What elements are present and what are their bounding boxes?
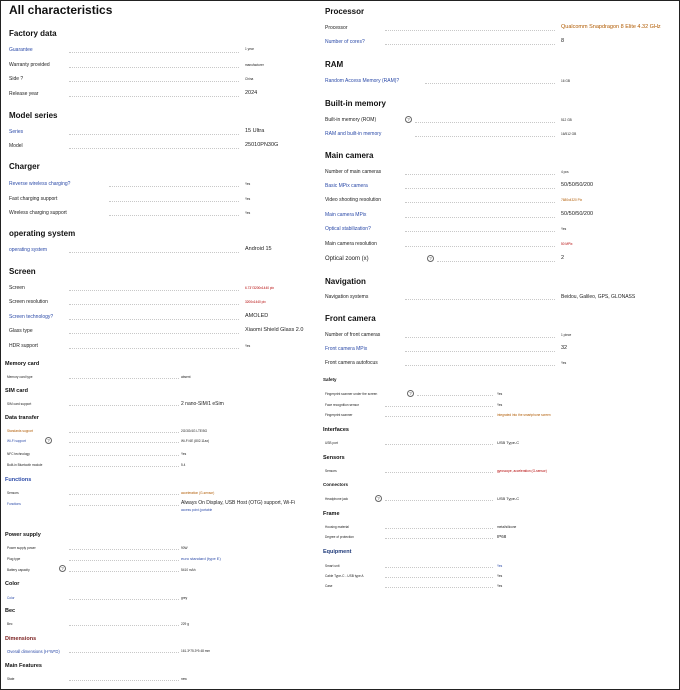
spec-value-optical-stabilization: Yes xyxy=(561,227,567,231)
spec-label-rom: Built-in memory (ROM) xyxy=(325,117,377,123)
spec-label-screen-resolution: Screen resolution xyxy=(9,299,48,305)
spec-label-degree-of-protection: Degree of protection xyxy=(325,535,354,539)
section-heading-dimensions: Dimensions xyxy=(5,636,37,642)
spec-label-fingerprint-under-screen: Fingerprint scanner under the screen xyxy=(325,392,378,396)
spec-value-battery-capacity: 5410 mAh xyxy=(181,568,196,572)
spec-value-wifi-support: Wi-Fi 6E (802.11ax) xyxy=(181,439,210,443)
spec-value-number-of-main-cameras: 4 pcs xyxy=(561,170,569,174)
spec-label-headphone-jack: Headphone jack xyxy=(325,497,349,501)
spec-label-glass-type: Glass type xyxy=(9,328,33,334)
spec-label-state: State xyxy=(7,677,15,681)
spec-label-screen: Screen xyxy=(9,285,25,291)
spec-value-guarantee: 1 year xyxy=(245,47,254,51)
spec-label-model: Model xyxy=(9,143,23,149)
section-heading-color: Color xyxy=(5,581,20,587)
spec-value-rom: 512 GB xyxy=(561,118,572,122)
spec-label-reverse-wireless-charging[interactable]: Reverse wireless charging? xyxy=(9,181,71,187)
spec-label-standards-support[interactable]: Standards support xyxy=(7,429,34,433)
spec-value-smart-unit: Yes xyxy=(497,564,503,568)
spec-value-fast-charging-support: Yes xyxy=(245,197,251,201)
spec-value-ram: 16 GB xyxy=(561,79,571,83)
spec-label-main-camera-mpix[interactable]: Main camera MPix xyxy=(325,212,367,218)
spec-label-sensors-right: Sensors xyxy=(325,469,337,473)
help-icon[interactable]: ? xyxy=(59,565,66,572)
spec-label-bluetooth: Built-in Bluetooth module xyxy=(7,463,43,467)
section-heading-charger: Charger xyxy=(9,162,40,171)
spec-value-reverse-wireless-charging: Yes xyxy=(245,182,251,186)
spec-value-screen: 6.73"/3200x1440 pix xyxy=(245,286,274,290)
spec-value-functions-more: access point (portable xyxy=(181,508,213,512)
spec-value-degree-of-protection: IP68 xyxy=(497,534,507,539)
spec-label-number-of-cores[interactable]: Number of cores? xyxy=(325,39,365,45)
spec-value-cable: Yes xyxy=(497,574,503,578)
spec-label-overall-dimensions[interactable]: Overall dimensions (H*W*D) xyxy=(7,649,60,654)
spec-label-wifi-support[interactable]: Wi-Fi support xyxy=(7,439,26,443)
spec-value-usb-port: USB Type-C xyxy=(497,440,520,445)
spec-label-optical-zoom: Optical zoom (x) xyxy=(325,256,369,262)
page-title: All characteristics xyxy=(9,3,113,17)
spec-label-main-camera-resolution: Main camera resolution xyxy=(325,241,377,247)
spec-value-processor: Qualcomm Snapdragon 8 Elite 4.32 GHz xyxy=(561,24,661,30)
section-heading-safety: Safety xyxy=(323,377,337,382)
spec-value-ram-and-rom: 16/512 GB xyxy=(561,132,577,136)
section-heading-data-transfer: Data transfer xyxy=(5,415,39,421)
spec-label-hdr-support: HDR support xyxy=(9,343,38,349)
spec-value-number-of-cores: 8 xyxy=(561,38,565,44)
spec-value-sensors-right: gyroscope, acceleration (G-sensor) xyxy=(497,469,547,473)
spec-value-case: Yes xyxy=(497,584,503,588)
help-icon[interactable]: ? xyxy=(45,437,52,444)
help-icon[interactable]: ? xyxy=(405,116,412,123)
section-heading-interfaces: Interfaces xyxy=(323,427,349,433)
spec-value-power-supply-power: 90W xyxy=(181,546,188,550)
spec-label-guarantee[interactable]: Guarantee xyxy=(9,47,33,53)
spec-value-bec: 229 g xyxy=(181,622,189,626)
spec-label-case: Case xyxy=(325,584,333,588)
spec-label-plug-type: Plug type xyxy=(7,557,21,561)
section-heading-power-supply: Power supply xyxy=(5,532,41,538)
spec-value-model: 25010PN30G xyxy=(245,142,279,148)
spec-value-release-year: 2024 xyxy=(245,90,258,96)
section-heading-sim-card: SIM card xyxy=(5,388,28,394)
spec-label-face-recognition: Face recognition sensor xyxy=(325,403,360,407)
spec-label-side: Side ? xyxy=(9,76,24,82)
spec-label-number-of-front-cameras: Number of front cameras xyxy=(325,332,381,338)
spec-label-wireless-charging-support: Wireless charging support xyxy=(9,210,67,216)
spec-label-front-camera-mpix[interactable]: Front camera MPix xyxy=(325,346,368,352)
spec-value-fingerprint-under-screen: Yes xyxy=(497,392,503,396)
spec-value-screen-resolution: 3200x1440 pix xyxy=(245,300,266,304)
spec-value-operating-system: Android 15 xyxy=(245,246,272,252)
section-heading-screen: Screen xyxy=(9,267,36,276)
spec-value-basic-mpix-camera: 50/50/50/200 xyxy=(561,182,594,188)
spec-value-side: China xyxy=(245,77,254,81)
spec-label-navigation-systems: Navigation systems xyxy=(325,294,369,300)
help-icon[interactable]: ? xyxy=(375,495,382,502)
spec-label-usb-port: USB port xyxy=(325,441,338,445)
spec-label-ram-and-rom[interactable]: RAM and built-in memory xyxy=(325,131,382,137)
section-heading-navigation: Navigation xyxy=(325,277,366,286)
spec-label-cable: Cable Type-C - USB type A xyxy=(325,574,364,578)
spec-value-front-camera-mpix: 32 xyxy=(561,345,568,351)
spec-label-number-of-main-cameras: Number of main cameras xyxy=(325,169,382,175)
spec-value-hdr-support: Yes xyxy=(245,344,251,348)
spec-label-memory-card-type: Memory card type xyxy=(7,375,33,379)
spec-label-release-year: Release year xyxy=(9,91,39,97)
spec-label-sensors: Sensors xyxy=(7,491,19,495)
spec-value-functions: Always On Display, USB Host (OTG) support, Wi-Fi xyxy=(181,500,296,506)
section-heading-front-camera: Front camera xyxy=(325,314,376,323)
spec-label-power-supply-power: Power supply power xyxy=(7,546,36,550)
spec-value-main-camera-mpix: 50/50/50/200 xyxy=(561,211,594,217)
spec-label-video-resolution: Video shooting resolution xyxy=(325,197,382,203)
spec-value-main-camera-resolution: 50 MPix xyxy=(561,242,573,246)
spec-value-color: grey xyxy=(181,596,188,600)
spec-value-nfc-technology: Yes xyxy=(181,452,187,456)
spec-label-smart-unit: Smart unit xyxy=(325,564,340,568)
spec-value-housing-material: metal/silicone xyxy=(497,525,517,529)
help-icon[interactable]: ? xyxy=(427,255,434,262)
spec-value-bluetooth: 5.4 xyxy=(181,463,186,467)
spec-label-ram[interactable]: Random Access Memory (RAM)? xyxy=(325,78,400,84)
section-heading-operating-system: operating system xyxy=(9,229,76,238)
spec-value-plug-type: euro standard (type E) xyxy=(181,556,221,561)
spec-value-warranty-provided: manufacturer xyxy=(245,63,264,67)
section-heading-memory-card: Memory card xyxy=(5,361,40,367)
section-heading-frame: Frame xyxy=(323,511,340,517)
spec-value-headphone-jack: USB Type-C xyxy=(497,496,520,501)
spec-label-screen-technology[interactable]: Screen technology? xyxy=(9,314,54,320)
spec-label-optical-stabilization[interactable]: Optical stabilization? xyxy=(325,226,371,232)
spec-value-number-of-front-cameras: 1 piece xyxy=(561,333,572,337)
spec-value-series: 15 Ultra xyxy=(245,128,265,134)
spec-value-sim-card-support: 2 nano-SIM/1 eSim xyxy=(181,401,224,407)
spec-label-functions[interactable]: Functions xyxy=(7,502,21,506)
section-heading-main-camera: Main camera xyxy=(325,151,374,160)
spec-label-fingerprint-scanner: Fingerprint scanner xyxy=(325,413,353,417)
spec-value-front-camera-autofocus: Yes xyxy=(561,361,567,365)
spec-label-fast-charging-support: Fast charging support xyxy=(9,196,58,202)
section-heading-ram: RAM xyxy=(325,60,344,69)
spec-label-basic-mpix-camera[interactable]: Basic MPix camera xyxy=(325,183,368,189)
spec-value-navigation-systems: Beidou, Galileo, GPS, GLONASS xyxy=(561,294,636,300)
spec-label-sim-card-support: SIM card support xyxy=(7,402,32,406)
section-heading-processor: Processor xyxy=(325,7,365,16)
spec-value-memory-card-type: absent xyxy=(181,375,191,379)
section-heading-functions: Functions xyxy=(5,477,32,483)
spec-label-warranty-provided: Warranty provided xyxy=(9,62,50,68)
spec-label-bec: Bec xyxy=(7,622,13,626)
help-icon[interactable]: ? xyxy=(407,390,414,397)
section-heading-sensors: Sensors xyxy=(323,455,345,461)
spec-value-glass-type: Xiaomi Shield Glass 2.0 xyxy=(245,327,304,333)
spec-label-operating-system[interactable]: operating system xyxy=(9,247,48,253)
spec-label-series[interactable]: Series xyxy=(9,129,24,135)
spec-value-video-resolution: 7680x4320 Pix xyxy=(561,198,583,202)
spec-label-nfc-technology: NFC technology xyxy=(7,452,30,456)
section-heading-bec: Bec xyxy=(5,608,16,614)
section-heading-model-series: Model series xyxy=(9,111,58,120)
spec-value-overall-dimensions: 161.3*75.3*9.48 mm xyxy=(181,649,211,653)
spec-value-state: new xyxy=(181,677,187,681)
spec-label-housing-material: Housing material xyxy=(325,525,349,529)
spec-label-front-camera-autofocus: Front camera autofocus xyxy=(325,360,378,366)
spec-label-battery-capacity: Battery capacity xyxy=(7,568,30,572)
spec-value-sensors: acceleration (G-sensor) xyxy=(181,491,215,495)
spec-label-processor: Processor xyxy=(325,25,348,31)
section-heading-main-features: Main Features xyxy=(5,663,42,669)
spec-value-fingerprint-scanner: integrated into the smartphone screen xyxy=(497,413,551,417)
section-heading-equipment: Equipment xyxy=(323,549,352,555)
section-heading-factory-data: Factory data xyxy=(9,29,57,38)
spec-value-screen-technology: AMOLED xyxy=(245,313,269,319)
spec-value-face-recognition: Yes xyxy=(497,403,503,407)
spec-value-standards-support: 2G/3G/4G LTE/5G xyxy=(181,429,208,433)
spec-value-optical-zoom: 2 xyxy=(561,255,565,261)
section-heading-built-in-memory: Built-in memory xyxy=(325,99,386,108)
spec-value-wireless-charging-support: Yes xyxy=(245,211,251,215)
spec-label-color[interactable]: Color xyxy=(7,596,15,600)
section-heading-connectors: Connectors xyxy=(323,482,349,487)
